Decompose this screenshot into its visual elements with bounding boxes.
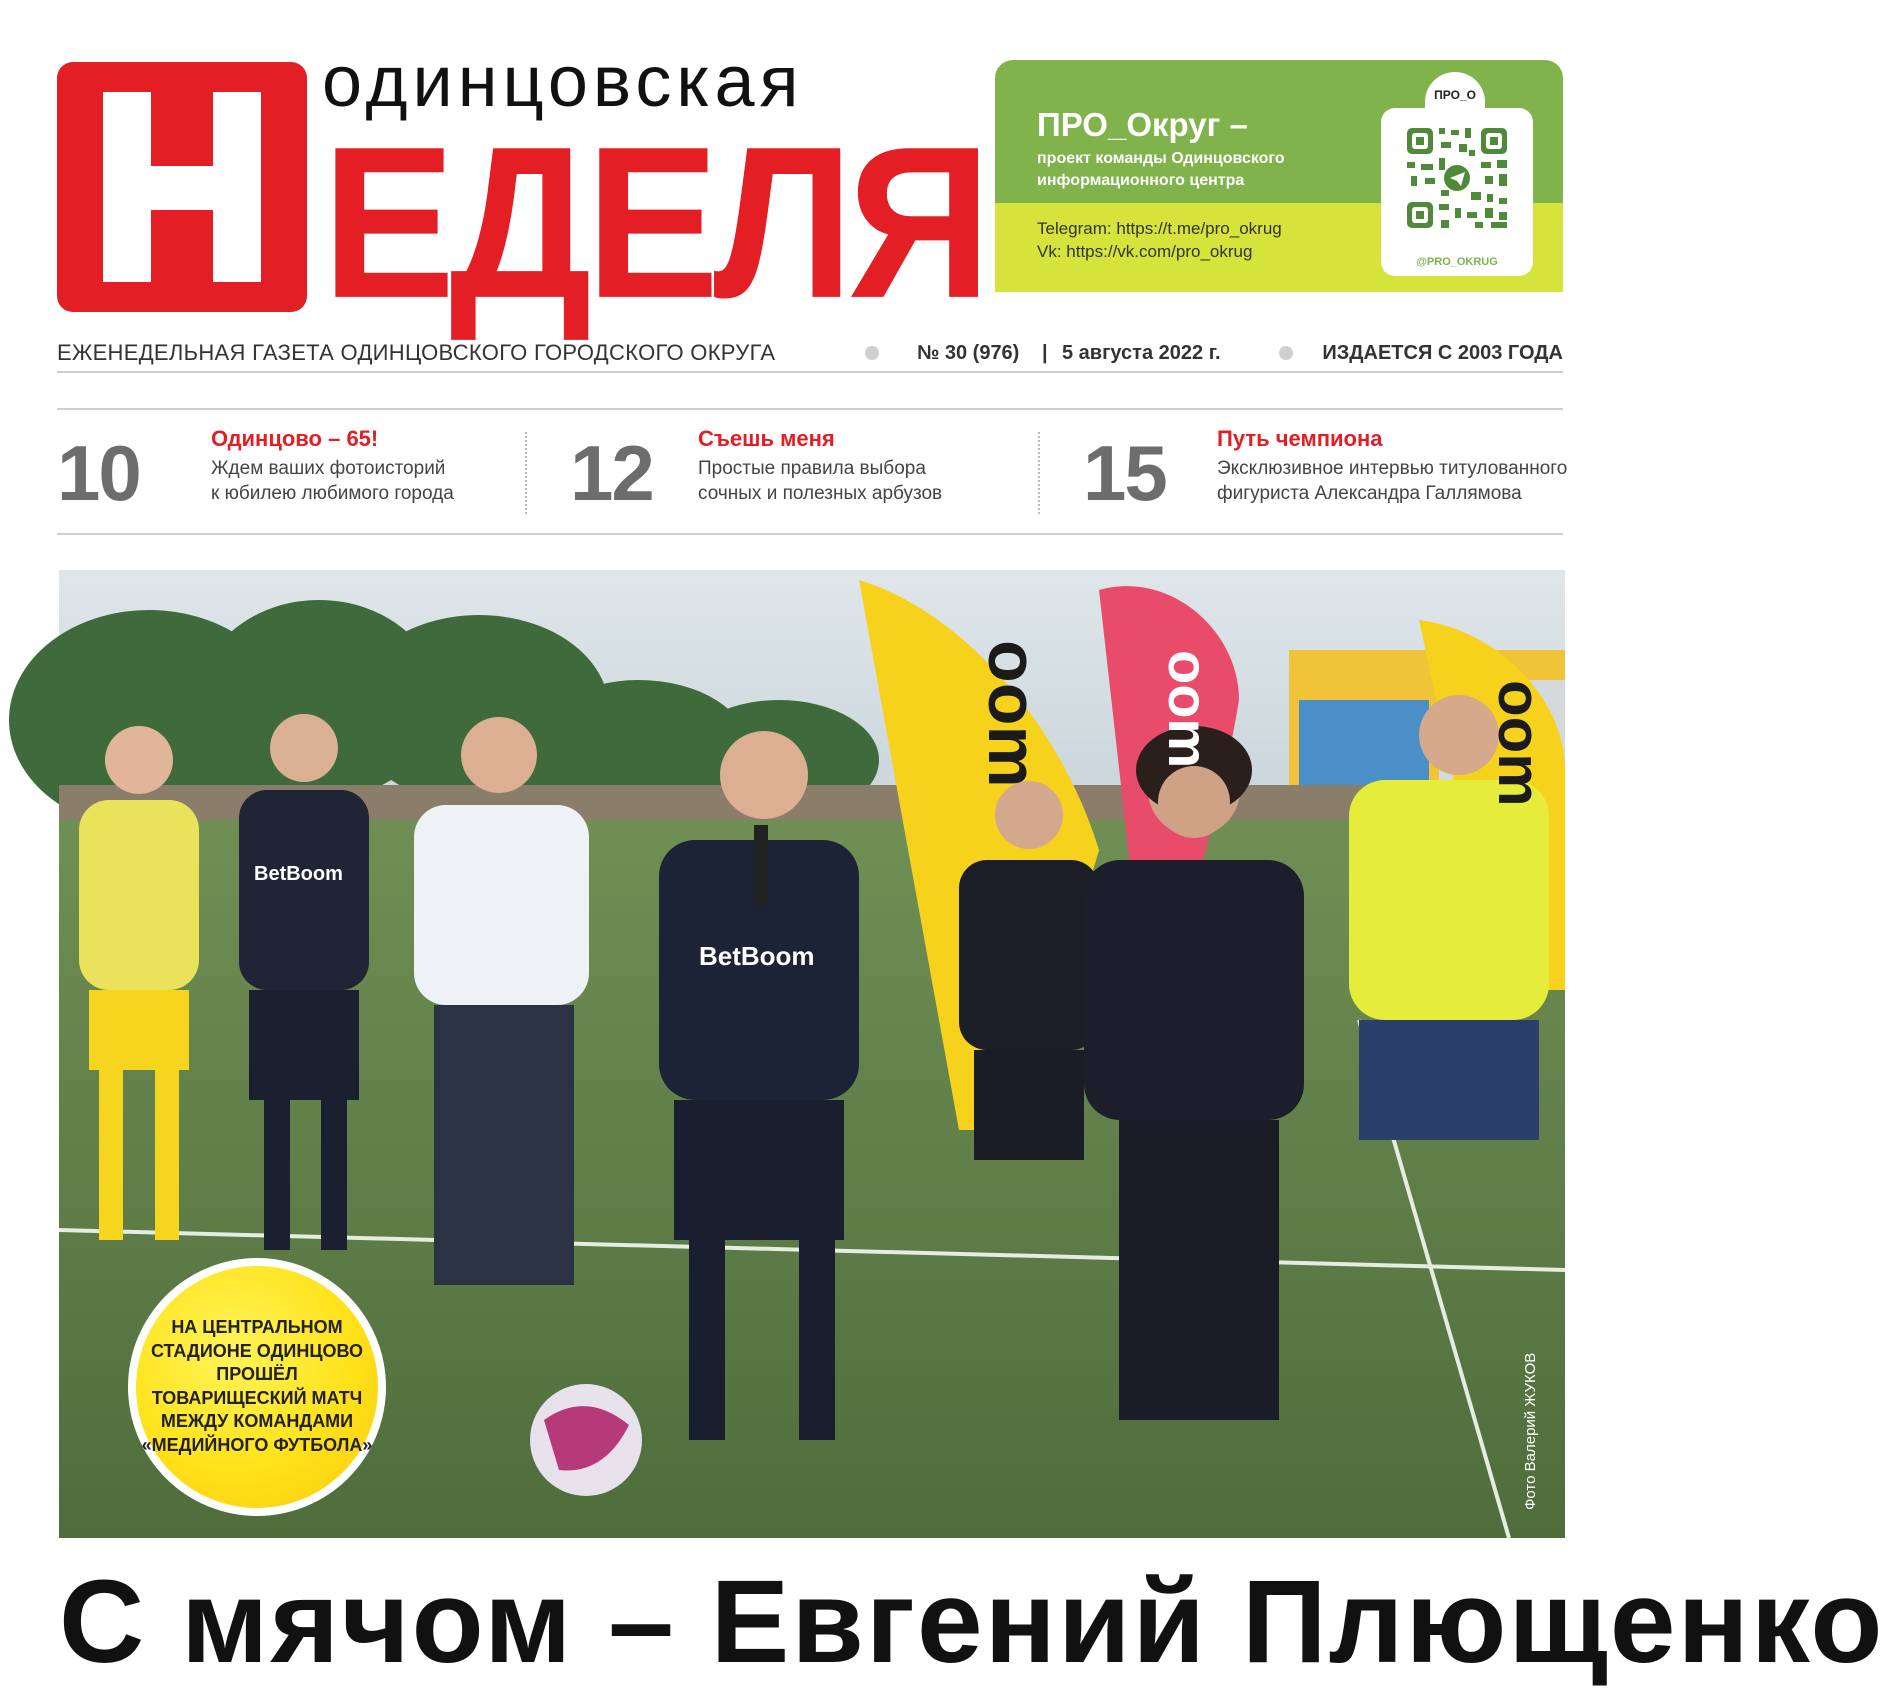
teaser[interactable]	[570, 426, 1025, 526]
teaser-description-line: Простые правила выбора	[698, 458, 926, 479]
teaser-title: Съешь меня	[698, 426, 835, 451]
separator-dot-icon	[1279, 346, 1293, 360]
logo-top-word: одинцовская	[322, 42, 804, 122]
qr-code-icon	[1381, 108, 1533, 258]
shirt-sponsor-text: BetBoom	[254, 863, 343, 885]
info-line	[57, 335, 1563, 371]
separator-dot-icon	[865, 346, 879, 360]
teaser[interactable]	[1083, 426, 1568, 526]
teaser-description-line: к юбилею любимого города	[211, 483, 454, 504]
teaser-description	[211, 456, 454, 506]
divider	[57, 408, 1563, 410]
teaser-description-line: Эксклюзивное интервью титулованного	[1217, 458, 1568, 479]
cover-headline: С мячом – Евгений Плющенко	[59, 1556, 1884, 1688]
teaser-description-line: фигуриста Александра Галлямова	[1217, 483, 1522, 504]
qr-tab-label: ПРО_О	[1434, 88, 1476, 102]
issue-number: № 30 (976)	[917, 342, 1020, 364]
teaser-separator	[1038, 432, 1040, 514]
teaser-page-number: 12	[570, 429, 653, 517]
qr-handle: @PRO_OKRUG	[1416, 256, 1498, 268]
promo-subtitle: проект команды Одинцовского информационного центра	[1037, 150, 1285, 189]
promo-box	[995, 60, 1563, 292]
qr-card[interactable]	[1381, 108, 1533, 276]
photo-credit: Фото Валерий ЖУКОВ	[1522, 1352, 1539, 1510]
caption-badge-text: НА ЦЕНТРАЛЬНОМ СТАДИОНЕ ОДИНЦОВО ПРОШЁЛ ТОВАРИЩЕСКИЙ МАТЧ МЕЖДУ КОМАНДАМИ «МЕДИЙНОГО ФУТБОЛА»	[141, 1317, 373, 1455]
teaser-description-line: сочных и полезных арбузов	[698, 483, 943, 504]
published-since: ИЗДАЕТСЯ С 2003 ГОДА	[1322, 342, 1563, 364]
teaser-separator	[525, 432, 527, 514]
issue-date: 5 августа 2022 г.	[1062, 342, 1221, 364]
issue-separator: |	[1042, 342, 1048, 364]
promo-title: ПРО_Округ –	[1037, 106, 1248, 143]
logo-initial-glyph	[57, 62, 307, 312]
flag-text: oom	[1157, 650, 1220, 769]
teaser[interactable]	[57, 426, 512, 526]
flag-text: oom	[1486, 680, 1553, 807]
teaser-title: Одинцово – 65!	[211, 426, 379, 451]
logo-initial-box	[57, 62, 307, 312]
logo-initial	[57, 62, 58, 63]
promo-links	[1037, 217, 1282, 263]
teaser-title: Путь чемпиона	[1217, 426, 1383, 451]
logo-main-word: ЕДЕЛЯ	[322, 102, 986, 344]
telegram-link[interactable]: Telegram: https://t.me/pro_okrug	[1037, 219, 1282, 238]
teaser-page-number: 15	[1083, 429, 1166, 517]
newspaper-tagline: ЕЖЕНЕДЕЛЬНАЯ ГАЗЕТА ОДИНЦОВСКОГО ГОРОДСКОГО ОКРУГА	[57, 340, 776, 365]
teaser-description	[698, 456, 942, 506]
teaser-description-line: Ждем ваших фотоисторий	[211, 458, 446, 479]
vk-link[interactable]: Vk: https://vk.com/pro_okrug	[1037, 242, 1253, 261]
shirt-sponsor-text: BetBoom	[699, 941, 815, 971]
teaser-description	[1217, 456, 1567, 506]
flag-text: oom	[974, 640, 1052, 788]
divider	[57, 533, 1563, 535]
teaser-page-number: 10	[57, 429, 140, 517]
divider	[57, 371, 1563, 373]
